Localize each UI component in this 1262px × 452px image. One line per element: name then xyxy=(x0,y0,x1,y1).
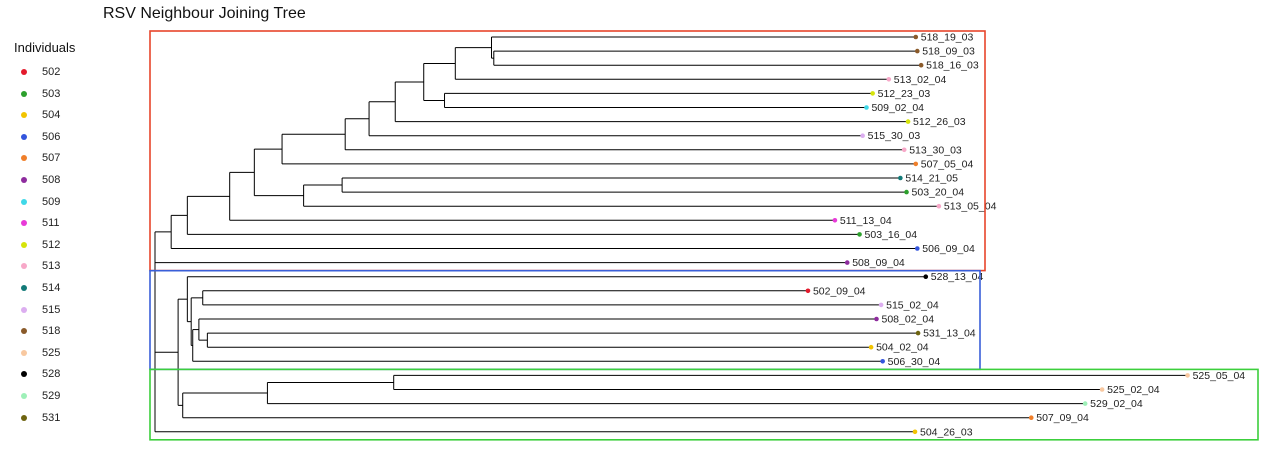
tip-label-525_05_04: 525_05_04 xyxy=(1192,369,1246,382)
tip-point-518_16_03 xyxy=(919,63,924,68)
tip-label-506_09_04: 506_09_04 xyxy=(922,243,975,255)
legend-label: 508 xyxy=(42,174,61,186)
tip-label-503_16_04: 503_16_04 xyxy=(864,228,918,241)
tip-point-511_13_04 xyxy=(833,218,838,223)
legend-label: 502 xyxy=(42,66,61,78)
legend-label: 513 xyxy=(42,260,61,273)
tip-point-525_05_04 xyxy=(1185,373,1190,378)
legend-label: 509 xyxy=(42,195,61,208)
tip-point-504_26_03 xyxy=(913,430,918,435)
tip-point-528_13_04 xyxy=(923,274,928,279)
tip-point-504_02_04 xyxy=(869,345,874,350)
tip-point-508_09_04 xyxy=(845,260,850,265)
legend-label: 506 xyxy=(42,130,61,143)
tip-label-528_13_04: 528_13_04 xyxy=(930,271,984,284)
legend-label: 531 xyxy=(42,411,61,424)
tip-point-509_02_04 xyxy=(864,105,869,110)
legend-label: 511 xyxy=(42,217,60,230)
tip-point-518_09_03 xyxy=(915,49,920,54)
tip-point-503_20_04 xyxy=(904,190,909,195)
tip-point-513_30_03 xyxy=(902,148,907,153)
tip-point-518_19_03 xyxy=(913,35,918,40)
tip-label-529_02_04: 529_02_04 xyxy=(1090,398,1143,411)
legend-label: 507 xyxy=(42,152,61,165)
tip-label-506_30_04: 506_30_04 xyxy=(887,355,941,368)
legend-label: 514 xyxy=(42,282,61,294)
tip-point-512_23_03 xyxy=(870,91,875,96)
tip-label-531_13_04: 531_13_04 xyxy=(923,327,976,340)
tip-point-506_09_04 xyxy=(915,246,920,251)
tip-label-502_09_04: 502_09_04 xyxy=(812,285,866,298)
tip-label-513_05_04: 513_05_04 xyxy=(943,200,997,213)
tip-label-515_02_04: 515_02_04 xyxy=(886,299,939,312)
tip-label-515_30_03: 515_30_03 xyxy=(867,130,921,143)
tip-label-507_09_04: 507_09_04 xyxy=(1036,412,1089,425)
tip-label-504_26_03: 504_26_03 xyxy=(919,426,973,439)
tip-label-518_16_03: 518_16_03 xyxy=(926,59,979,72)
tip-point-507_09_04 xyxy=(1029,415,1034,420)
tip-label-511_13_04: 511_13_04 xyxy=(839,214,892,227)
tip-point-502_09_04 xyxy=(806,289,811,294)
tip-point-503_16_04 xyxy=(857,232,862,237)
tip-label-514_21_05: 514_21_05 xyxy=(905,172,958,185)
tip-label-513_30_03: 513_30_03 xyxy=(909,144,962,157)
legend-label: 503 xyxy=(42,87,61,100)
tip-point-508_02_04 xyxy=(874,317,879,322)
legend-label: 525 xyxy=(42,346,61,359)
legend-label: 515 xyxy=(42,303,61,316)
tip-point-525_02_04 xyxy=(1100,387,1105,392)
tip-point-515_02_04 xyxy=(879,303,884,308)
tip-label-507_05_04: 507_05_04 xyxy=(920,158,974,171)
tip-point-507_05_04 xyxy=(913,162,918,167)
tip-point-512_26_03 xyxy=(906,119,911,124)
tip-point-506_30_04 xyxy=(880,359,885,364)
legend-label: 528 xyxy=(42,368,61,381)
tip-point-515_30_03 xyxy=(860,133,865,138)
legend-label: 529 xyxy=(42,390,61,402)
tip-label-513_02_04: 513_02_04 xyxy=(893,73,947,86)
legend-title: Individuals xyxy=(14,40,76,55)
legend-label: 518 xyxy=(42,325,61,338)
tip-label-512_23_03: 512_23_03 xyxy=(877,87,931,100)
tip-label-518_19_03: 518_19_03 xyxy=(920,31,974,44)
tip-point-531_13_04 xyxy=(916,331,921,336)
legend-label: 512 xyxy=(42,238,61,251)
tip-label-509_02_04: 509_02_04 xyxy=(871,102,925,114)
tip-label-518_09_03: 518_09_03 xyxy=(922,45,975,58)
tip-point-514_21_05 xyxy=(898,176,903,181)
tip-point-513_05_04 xyxy=(937,204,942,209)
chart-title: RSV Neighbour Joining Tree xyxy=(103,5,306,22)
tip-label-508_02_04: 508_02_04 xyxy=(881,313,935,326)
tip-label-503_20_04: 503_20_04 xyxy=(911,186,965,199)
tip-label-508_09_04: 508_09_04 xyxy=(852,257,905,270)
tip-label-504_02_04: 504_02_04 xyxy=(876,341,929,354)
tip-point-513_02_04 xyxy=(887,77,892,82)
tip-label-525_02_04: 525_02_04 xyxy=(1107,384,1160,396)
tip-point-529_02_04 xyxy=(1083,401,1088,406)
legend-label: 504 xyxy=(42,109,61,122)
tip-label-512_26_03: 512_26_03 xyxy=(913,116,966,129)
